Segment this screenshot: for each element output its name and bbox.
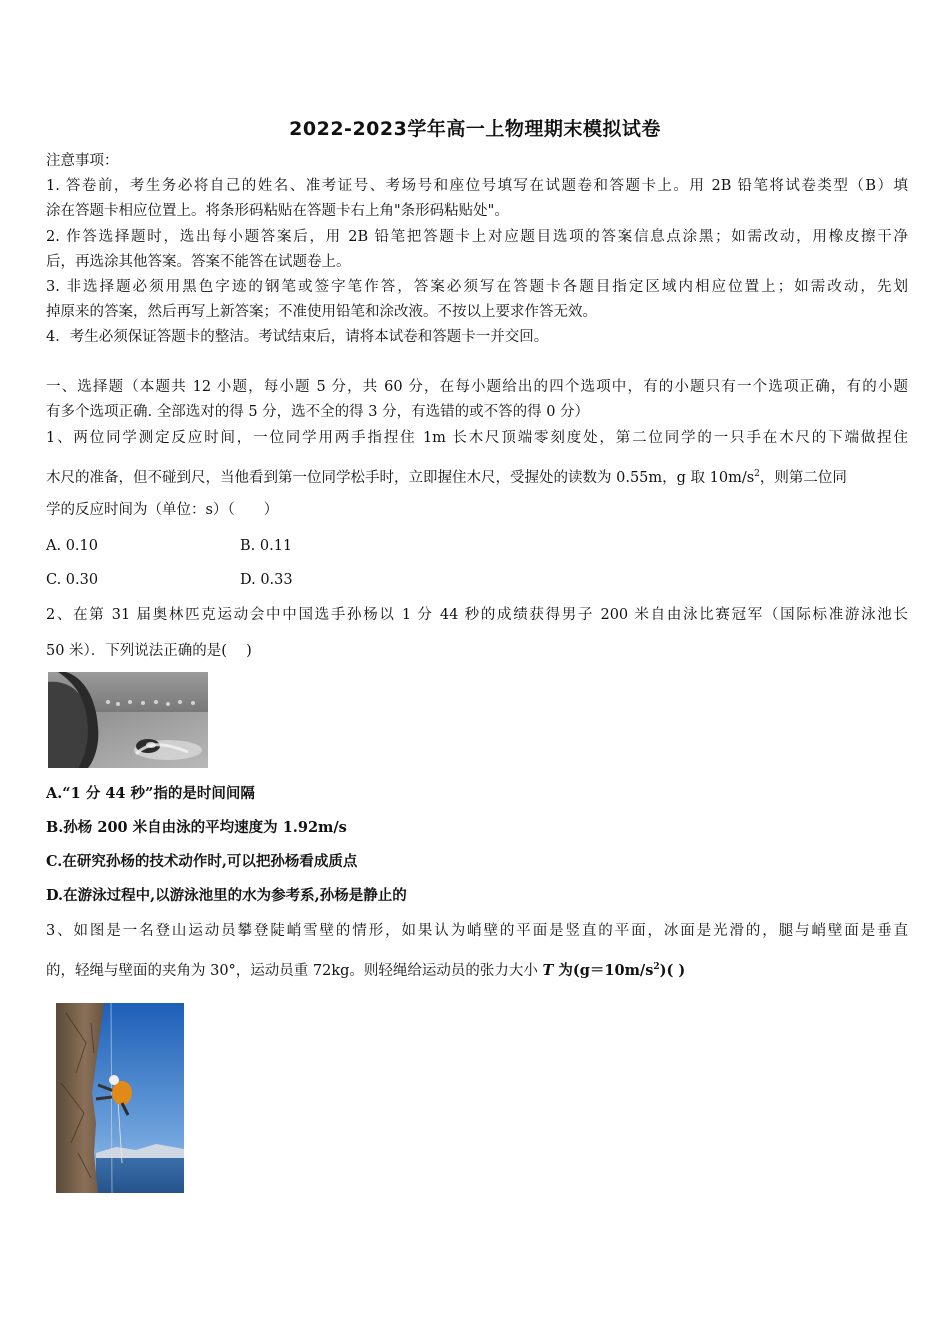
q3-stem-line-1: 3、如图是一名登山运动员攀登陡峭雪壁的情形，如果认为峭壁的平面是竖直的平面，冰面是光滑的，腿与峭壁面是垂直 [46,923,908,939]
climber-photo-drawing [56,1003,184,1193]
q1-superscript: 2 [754,469,760,479]
q2-option-c: C.在研究孙杨的技术动作时,可以把孙杨看成质点 [46,853,358,870]
q3-tension-symbol: T [542,961,554,979]
q1-option-d: D. 0.33 [240,572,293,588]
q1-stem-line-2 [46,464,908,488]
climber-photo [56,1003,184,1193]
q1-stem-line-1: 1、两位同学测定反应时间，一位同学用两手指捏住 1m 长木尺顶端零刻度处，第二位同学的一只手在木尺的下端做捏住 [46,430,908,446]
q1-option-a: A. 0.10 [46,538,98,554]
q1-stem-line-3: 学的反应时间为（单位：s）（ ） [46,502,279,518]
section-heading-line-1: 一、选择题（本题共 12 小题，每小题 5 分，共 60 分，在每小题给出的四个选项中，有的小题只有一个选项正确，有的小题 [46,379,908,395]
notice-line-7: 4．考生必须保证答题卡的整洁。考试结束后，请将本试卷和答题卡一并交回。 [46,329,549,345]
swimmer-photo-drawing [48,672,208,768]
section-heading-line-2: 有多个选项正确. 全部选对的得 5 分，选不全的得 3 分，有选错的或不答的得 0 分） [46,404,590,420]
swimmer-photo [48,672,208,768]
q3-superscript: 2 [653,962,660,972]
q2-stem-line-2: 50 米）．下列说法正确的是( ) [46,643,252,659]
notice-line-1: 1. 答卷前，考生务必将自己的姓名、准考证号、考场号和座位号填写在试题卷和答题卡上。用 2B 铅笔将试卷类型（B）填 [46,178,908,194]
q2-option-a: A.“1 分 44 秒”指的是时间间隔 [46,785,255,802]
q3-stem-line-2-mid: 为(g＝10m/s [553,961,654,979]
q1-option-b: B. 0.11 [240,538,293,554]
notice-line-6: 掉原来的答案，然后再写上新答案；不准使用铅笔和涂改液。不按以上要求作答无效。 [46,304,597,320]
q3-stem-line-2-tail: )( ) [659,961,686,979]
notice-line-2: 涂在答题卡相应位置上。将条形码粘贴在答题卡右上角"条形码粘贴处"。 [46,203,509,219]
notice-heading: 注意事项： [46,153,119,169]
q1-option-c: C. 0.30 [46,572,99,588]
page-title: 2022-2023学年高一上物理期末模拟试卷 [289,118,661,140]
notice-line-5: 3. 非选择题必须用黑色字迹的钢笔或签字笔作答，答案必须写在答题卡各题目指定区域内相应位置上；如需改动，先划 [46,279,908,295]
q3-stem-line-2 [46,957,908,981]
q2-option-d: D.在游泳过程中,以游泳池里的水为参考系,孙杨是静止的 [46,887,407,904]
q1-stem-line-2-tail: ，则第二位同 [759,469,847,486]
notice-line-4: 后，再选涂其他答案。答案不能答在试题卷上。 [46,254,351,270]
q3-stem-line-2-text: 的，轻绳与壁面的夹角为 30°，运动员重 72kg。则轻绳给运动员的张力大小 [46,962,543,979]
notice-line-3: 2. 作答选择题时，选出每小题答案后，用 2B 铅笔把答题卡上对应题目选项的答案信息点涂黑；如需改动，用橡皮擦干净 [46,229,908,245]
q2-option-b: B.孙杨 200 米自由泳的平均速度为 1.92m/s [46,819,347,836]
q2-stem-line-1: 2、在第 31 届奥林匹克运动会中中国选手孙杨以 1 分 44 秒的成绩获得男子 200 米自由泳比赛冠军（国际标准游泳池长 [46,607,908,623]
q1-stem-line-2-text: 木尺的准备，但不碰到尺，当他看到第一位同学松手时，立即握住木尺，受握处的读数为 0.55m，g 取 10m/s [46,469,755,486]
